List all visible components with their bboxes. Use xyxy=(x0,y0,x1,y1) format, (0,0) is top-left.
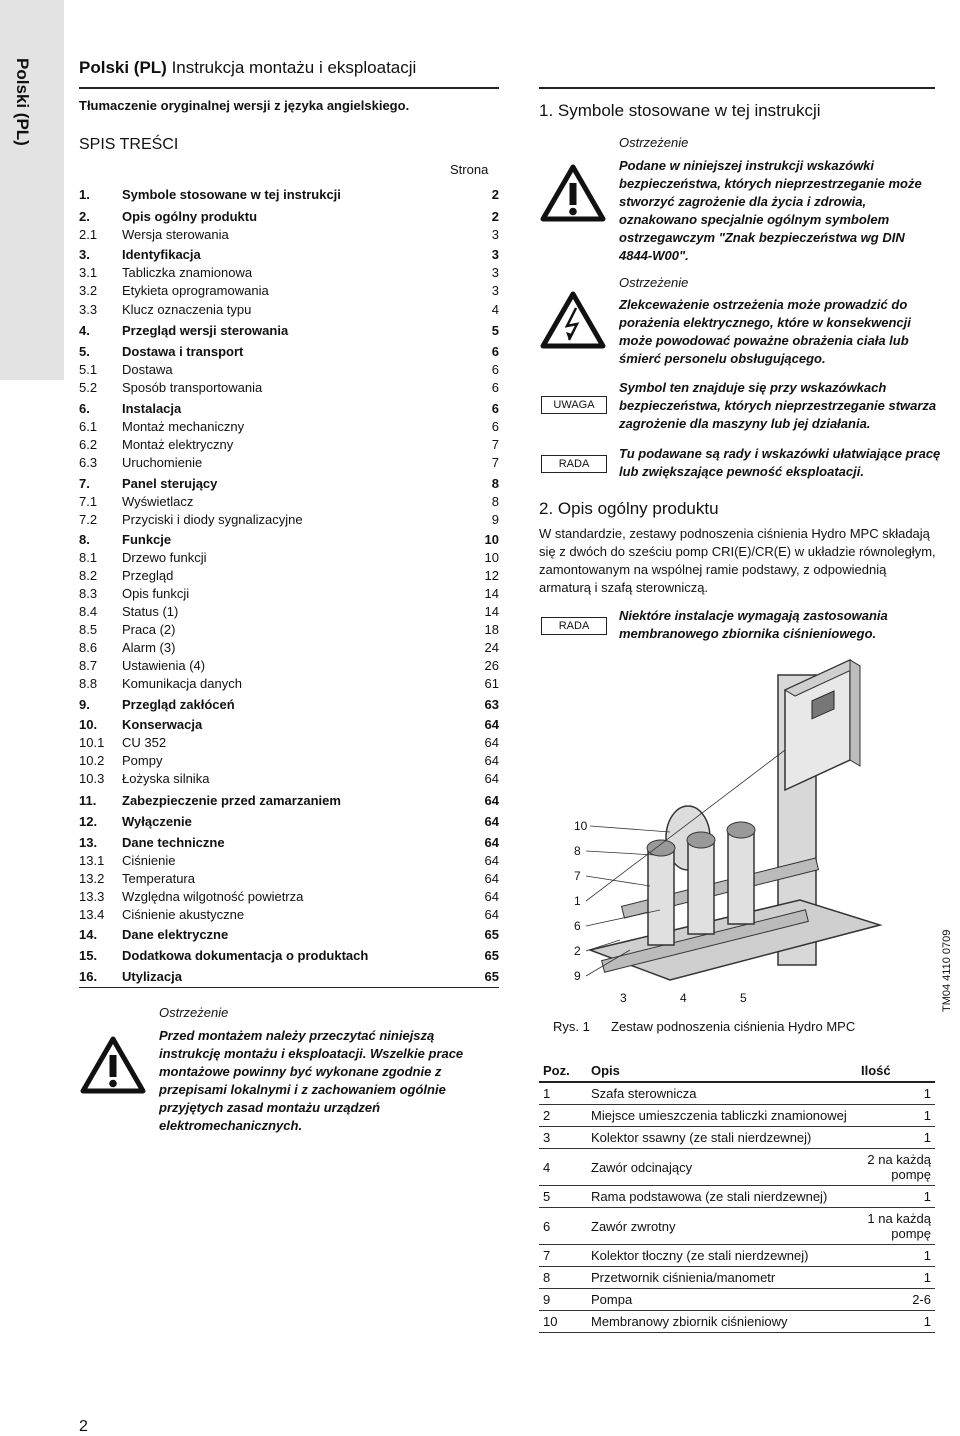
toc-entry xyxy=(79,400,499,418)
section-2-paragraph: W standardzie, zestawy podnoszenia ciśnienia Hydro MPC składają się z dwóch do sześciu pomp CRI(E)/CR(E) w układzie równoległym, zamontowanym na wspólnej ramie podstawy, z odpowiednią armaturą i szafą sterowniczą. xyxy=(539,526,936,595)
toc-heading: SPIS TREŚCI xyxy=(79,136,179,153)
toc-title: Etykieta oprogramowania xyxy=(122,283,269,298)
toc-entry xyxy=(79,379,499,397)
toc-page: 5 xyxy=(491,323,499,338)
cell-ilosc: 1 xyxy=(857,1105,935,1127)
col-ilosc: Ilość xyxy=(857,1060,935,1082)
toc-entry xyxy=(79,968,499,986)
toc-page: 63 xyxy=(484,697,499,712)
cell-poz: 4 xyxy=(539,1149,587,1186)
electric-shock-warning-icon xyxy=(539,290,607,350)
section-2-heading: 2. Opis ogólny produktu xyxy=(539,499,719,518)
toc-number: 7.2 xyxy=(79,512,98,527)
warning-2-text: Zlekceważenie ostrzeżenia może prowadzić do porażenia elektrycznego, które w konsekwencji może powodować poważne obrażenia ciała lub śmierć personelu obsługującego. xyxy=(619,297,911,366)
toc-entry xyxy=(79,246,499,264)
callout-label: 10 xyxy=(574,819,588,833)
toc-page: 3 xyxy=(491,227,499,242)
toc-number: 14. xyxy=(79,927,98,942)
toc-page: 6 xyxy=(491,401,499,416)
toc-entry xyxy=(79,343,499,361)
toc-page: 9 xyxy=(491,512,499,527)
toc-entry xyxy=(79,888,499,906)
warning-1-title: Ostrzeżenie xyxy=(619,135,689,150)
toc-page: 3 xyxy=(491,247,499,262)
general-warning-icon xyxy=(539,163,607,223)
toc-title: Dostawa i transport xyxy=(122,344,244,359)
hydro-mpc-illustration xyxy=(560,650,900,1010)
toc-entry xyxy=(79,186,499,204)
cell-poz: 3 xyxy=(539,1127,587,1149)
header-rule-right xyxy=(539,87,935,89)
table-row xyxy=(539,1082,935,1105)
toc-title: Pompy xyxy=(122,753,163,768)
cell-opis: Rama podstawowa (ze stali nierdzewnej) xyxy=(587,1186,857,1208)
page-number: 2 xyxy=(79,1418,88,1435)
toc-page: 2 xyxy=(491,209,499,224)
toc-title: Identyfikacja xyxy=(122,247,201,262)
cell-ilosc: 1 xyxy=(857,1186,935,1208)
cell-ilosc: 2 na każdą pompę xyxy=(857,1149,935,1186)
toc-entry xyxy=(79,511,499,529)
toc-number: 7. xyxy=(79,476,90,491)
toc-title: Sposób transportowania xyxy=(122,380,263,395)
toc-number: 9. xyxy=(79,697,90,712)
callout-label: 2 xyxy=(574,944,581,958)
toc-entry xyxy=(79,531,499,549)
table-row xyxy=(539,1311,935,1333)
toc-title: Klucz oznaczenia typu xyxy=(122,302,252,317)
callout-label: 7 xyxy=(574,869,581,883)
toc-title: Opis funkcji xyxy=(122,586,190,601)
toc-page: 65 xyxy=(484,927,499,942)
warning-2-title: Ostrzeżenie xyxy=(619,275,689,290)
toc-title: Alarm (3) xyxy=(122,640,176,655)
toc-title: Wyłączenie xyxy=(122,814,192,829)
toc-entry xyxy=(79,226,499,244)
pump xyxy=(727,822,755,924)
toc-entry xyxy=(79,770,499,788)
toc-page: 10 xyxy=(484,532,499,547)
toc-entry xyxy=(79,906,499,924)
toc-title: Przegląd xyxy=(122,568,174,583)
toc-page: 64 xyxy=(484,835,499,850)
uwaga-text: Symbol ten znajduje się przy wskazówkach bezpieczeństwa, których nieprzestrzeganie stwarza zagrożenie dla maszyny lub jej działania. xyxy=(619,380,937,431)
toc-entry xyxy=(79,436,499,454)
toc-number: 13. xyxy=(79,835,98,850)
toc-number: 13.2 xyxy=(79,871,105,886)
toc-title: Ustawienia (4) xyxy=(122,658,206,673)
toc-number: 2. xyxy=(79,209,90,224)
toc-title: Montaż mechaniczny xyxy=(122,419,245,434)
toc-entry xyxy=(79,301,499,319)
side-language-tab xyxy=(0,0,64,380)
toc-entry xyxy=(79,549,499,567)
toc-title: Dane techniczne xyxy=(122,835,225,850)
toc-title: Przegląd zakłóceń xyxy=(122,697,235,712)
toc-entry xyxy=(79,852,499,870)
toc-number: 3.1 xyxy=(79,265,98,280)
cell-ilosc: 2-6 xyxy=(857,1289,935,1311)
toc-title: Dodatkowa dokumentacja o produktach xyxy=(122,948,369,963)
table-header-row xyxy=(539,1060,935,1082)
toc-number: 2.1 xyxy=(79,227,98,242)
toc-title: Względna wilgotność powietrza xyxy=(122,889,304,904)
toc-title: Utylizacja xyxy=(122,969,182,984)
toc-title: Status (1) xyxy=(122,604,179,619)
toc-entry xyxy=(79,716,499,734)
side-tab-label: Polski (PL) xyxy=(13,58,32,146)
table-row xyxy=(539,1127,935,1149)
toc-page: 64 xyxy=(484,907,499,922)
toc-entry xyxy=(79,870,499,888)
toc-number: 13.4 xyxy=(79,907,105,922)
toc-title: Komunikacja danych xyxy=(122,676,242,691)
toc-page: 61 xyxy=(484,676,499,691)
rada-label: RADA xyxy=(541,617,607,635)
toc-page: 64 xyxy=(484,793,499,808)
toc-end-rule xyxy=(79,987,499,988)
toc-page: 26 xyxy=(484,658,499,673)
toc-page: 14 xyxy=(484,604,499,619)
callout-label: 8 xyxy=(574,844,581,858)
cell-poz: 6 xyxy=(539,1208,587,1245)
toc-number: 5.1 xyxy=(79,362,98,377)
toc-number: 5. xyxy=(79,344,90,359)
callout-label: 6 xyxy=(574,919,581,933)
toc-number: 8.1 xyxy=(79,550,98,565)
toc-page: 64 xyxy=(484,717,499,732)
toc-title: Wyświetlacz xyxy=(122,494,194,509)
toc-page: 6 xyxy=(491,362,499,377)
toc-number: 12. xyxy=(79,814,98,829)
toc-number: 4. xyxy=(79,323,90,338)
title-rest: Instrukcja montażu i eksploatacji xyxy=(166,58,417,77)
toc-page: 4 xyxy=(491,302,499,317)
toc-title: Temperatura xyxy=(122,871,195,886)
left-warning-text: Przed montażem należy przeczytać niniejszą instrukcję montażu i eksploatacji. Wszelkie prace montażowe powinny być wykonane zgodnie z przepisami lokalnymi i z zachowaniem ogólnie przyjętych zasad montażu urządzeń elektromechanicznych. xyxy=(159,1028,464,1133)
toc-page: 6 xyxy=(491,344,499,359)
cell-ilosc: 1 na każdą pompę xyxy=(857,1208,935,1245)
toc-page: 2 xyxy=(491,187,499,202)
toc-title: Łożyska silnika xyxy=(122,771,210,786)
toc-number: 3.2 xyxy=(79,283,98,298)
header-rule-left xyxy=(79,87,499,89)
toc-title: CU 352 xyxy=(122,735,167,750)
toc-entry xyxy=(79,493,499,511)
toc-page: 12 xyxy=(484,568,499,583)
pump xyxy=(647,840,675,945)
toc-entry xyxy=(79,926,499,944)
toc-page: 24 xyxy=(484,640,499,655)
toc-title: Uruchomienie xyxy=(122,455,203,470)
toc-entry xyxy=(79,834,499,852)
toc-entry xyxy=(79,475,499,493)
toc-number: 8.4 xyxy=(79,604,98,619)
cell-opis: Membranowy zbiornik ciśnieniowy xyxy=(587,1311,857,1333)
toc-page: 14 xyxy=(484,586,499,601)
toc-title: Opis ogólny produktu xyxy=(122,209,258,224)
toc-page: 7 xyxy=(491,437,499,452)
toc-title: Praca (2) xyxy=(122,622,176,637)
cell-ilosc: 1 xyxy=(857,1127,935,1149)
toc-entry xyxy=(79,947,499,965)
toc-page: 65 xyxy=(484,969,499,984)
toc-number: 5.2 xyxy=(79,380,98,395)
toc-entry xyxy=(79,657,499,675)
toc-title: Tabliczka znamionowa xyxy=(122,265,253,280)
cell-opis: Miejsce umieszczenia tabliczki znamionowej xyxy=(587,1105,857,1127)
toc-title: Konserwacja xyxy=(122,717,203,732)
toc-title: Przegląd wersji sterowania xyxy=(122,323,289,338)
toc-entry xyxy=(79,813,499,831)
toc-number: 13.1 xyxy=(79,853,105,868)
cell-ilosc: 1 xyxy=(857,1267,935,1289)
table-row xyxy=(539,1245,935,1267)
figure-number: Rys. 1 xyxy=(553,1019,590,1034)
warning-1-text: Podane w niniejszej instrukcji wskazówki bezpieczeństwa, których nieprzestrzeganie może stworzyć zagrożenie dla życia i zdrowia, oznakowano specjalnie ogólnym symbolem ostrzegawczym "Znak bezpieczeństwa wg DIN 4844-W00". xyxy=(619,158,922,263)
col-poz: Poz. xyxy=(539,1060,587,1082)
cell-poz: 2 xyxy=(539,1105,587,1127)
toc-page-column-label: Strona xyxy=(450,162,489,177)
toc-entry xyxy=(79,264,499,282)
toc-title: Dostawa xyxy=(122,362,173,377)
cell-opis: Przetwornik ciśnienia/manometr xyxy=(587,1267,857,1289)
cell-opis: Zawór zwrotny xyxy=(587,1208,857,1245)
toc-title: Instalacja xyxy=(122,401,182,416)
toc-number: 1. xyxy=(79,187,90,202)
toc-entry xyxy=(79,567,499,585)
cell-opis: Pompa xyxy=(587,1289,857,1311)
toc-title: Funkcje xyxy=(122,532,172,547)
cell-ilosc: 1 xyxy=(857,1082,935,1105)
uwaga-label: UWAGA xyxy=(541,396,607,414)
general-warning-icon xyxy=(79,1035,147,1095)
translation-note: Tłumaczenie oryginalnej wersji z języka angielskiego. xyxy=(79,98,410,113)
toc-page: 64 xyxy=(484,853,499,868)
toc-entry xyxy=(79,696,499,714)
toc-page: 7 xyxy=(491,455,499,470)
document-title xyxy=(79,58,416,78)
toc-title: Drzewo funkcji xyxy=(122,550,207,565)
figure-caption: Zestaw podnoszenia ciśnienia Hydro MPC xyxy=(611,1019,856,1034)
toc-page: 18 xyxy=(484,622,499,637)
toc-entry xyxy=(79,734,499,752)
toc-number: 8.8 xyxy=(79,676,98,691)
toc-entry xyxy=(79,585,499,603)
toc-page: 64 xyxy=(484,871,499,886)
toc-number: 10. xyxy=(79,717,98,732)
toc-page: 6 xyxy=(491,380,499,395)
toc-number: 6.1 xyxy=(79,419,98,434)
cell-poz: 5 xyxy=(539,1186,587,1208)
table-row xyxy=(539,1267,935,1289)
cell-ilosc: 1 xyxy=(857,1311,935,1333)
cell-opis: Szafa sterownicza xyxy=(587,1082,857,1105)
toc-title: Panel sterujący xyxy=(122,476,218,491)
cell-opis: Zawór odcinający xyxy=(587,1149,857,1186)
toc-entry xyxy=(79,322,499,340)
toc-number: 6.2 xyxy=(79,437,98,452)
toc-page: 10 xyxy=(484,550,499,565)
toc-entry xyxy=(79,752,499,770)
toc-number: 8.5 xyxy=(79,622,98,637)
toc-entry xyxy=(79,361,499,379)
toc-page: 64 xyxy=(484,735,499,750)
table-row xyxy=(539,1186,935,1208)
callout-label: 4 xyxy=(680,991,687,1005)
toc-number: 13.3 xyxy=(79,889,105,904)
toc-title: Dane elektryczne xyxy=(122,927,229,942)
left-warning-title: Ostrzeżenie xyxy=(159,1005,229,1020)
toc-entry xyxy=(79,454,499,472)
cell-poz: 9 xyxy=(539,1289,587,1311)
title-language: Polski (PL) xyxy=(79,58,167,77)
col-opis: Opis xyxy=(587,1060,857,1082)
toc-page: 64 xyxy=(484,753,499,768)
toc-number: 11. xyxy=(79,793,97,808)
toc-number: 8.3 xyxy=(79,586,98,601)
cell-poz: 8 xyxy=(539,1267,587,1289)
toc-title: Wersja sterowania xyxy=(122,227,229,242)
toc-title: Przyciski i diody sygnalizacyjne xyxy=(122,512,303,527)
toc-title: Montaż elektryczny xyxy=(122,437,234,452)
toc-entry xyxy=(79,792,499,810)
toc-number: 8.7 xyxy=(79,658,98,673)
toc-entry xyxy=(79,639,499,657)
cell-poz: 7 xyxy=(539,1245,587,1267)
cell-poz: 10 xyxy=(539,1311,587,1333)
toc-number: 7.1 xyxy=(79,494,98,509)
toc-page: 64 xyxy=(484,814,499,829)
callout-label: 9 xyxy=(574,969,581,983)
cell-opis: Kolektor ssawny (ze stali nierdzewnej) xyxy=(587,1127,857,1149)
rada-2-text: Niektóre instalacje wymagają zastosowania membranowego zbiornika ciśnieniowego. xyxy=(619,608,888,641)
toc-page: 65 xyxy=(484,948,499,963)
toc-page: 64 xyxy=(484,889,499,904)
toc-number: 8. xyxy=(79,532,90,547)
rada-text: Tu podawane są rady i wskazówki ułatwiające pracę lub zwiększające pewność eksploatacji. xyxy=(619,446,941,479)
toc-entry xyxy=(79,621,499,639)
toc-number: 10.2 xyxy=(79,753,105,768)
toc-number: 3. xyxy=(79,247,90,262)
toc-title: Zabezpieczenie przed zamarzaniem xyxy=(122,793,341,808)
callout-label: 3 xyxy=(620,991,627,1005)
toc-number: 10.1 xyxy=(79,735,105,750)
toc-number: 3.3 xyxy=(79,302,98,317)
table-row xyxy=(539,1149,935,1186)
toc-page: 3 xyxy=(491,265,499,280)
parts-table xyxy=(539,1060,935,1333)
table-row xyxy=(539,1105,935,1127)
toc-page: 64 xyxy=(484,771,499,786)
table-row xyxy=(539,1289,935,1311)
toc-number: 10.3 xyxy=(79,771,105,786)
toc-page: 3 xyxy=(491,283,499,298)
toc-number: 6. xyxy=(79,401,90,416)
toc-number: 8.6 xyxy=(79,640,98,655)
toc-page: 6 xyxy=(491,419,499,434)
toc-number: 8.2 xyxy=(79,568,98,583)
callout-label: 1 xyxy=(574,894,581,908)
toc-number: 15. xyxy=(79,948,98,963)
table-row xyxy=(539,1208,935,1245)
rada-label: RADA xyxy=(541,455,607,473)
toc-entry xyxy=(79,603,499,621)
tm-code: TM04 4110 0709 xyxy=(941,929,953,1012)
toc-title: Ciśnienie xyxy=(122,853,176,868)
toc-entry xyxy=(79,208,499,226)
toc-page: 8 xyxy=(491,476,499,491)
toc-page: 8 xyxy=(491,494,499,509)
callout-label: 5 xyxy=(740,991,747,1005)
cell-opis: Kolektor tłoczny (ze stali nierdzewnej) xyxy=(587,1245,857,1267)
toc-entry xyxy=(79,675,499,693)
section-1-heading: 1. Symbole stosowane w tej instrukcji xyxy=(539,101,821,120)
toc-number: 6.3 xyxy=(79,455,98,470)
toc-title: Ciśnienie akustyczne xyxy=(122,907,245,922)
toc-title: Symbole stosowane w tej instrukcji xyxy=(122,187,341,202)
toc-number: 16. xyxy=(79,969,98,984)
cell-ilosc: 1 xyxy=(857,1245,935,1267)
pump xyxy=(687,832,715,934)
toc-entry xyxy=(79,282,499,300)
cell-poz: 1 xyxy=(539,1082,587,1105)
toc-entry xyxy=(79,418,499,436)
